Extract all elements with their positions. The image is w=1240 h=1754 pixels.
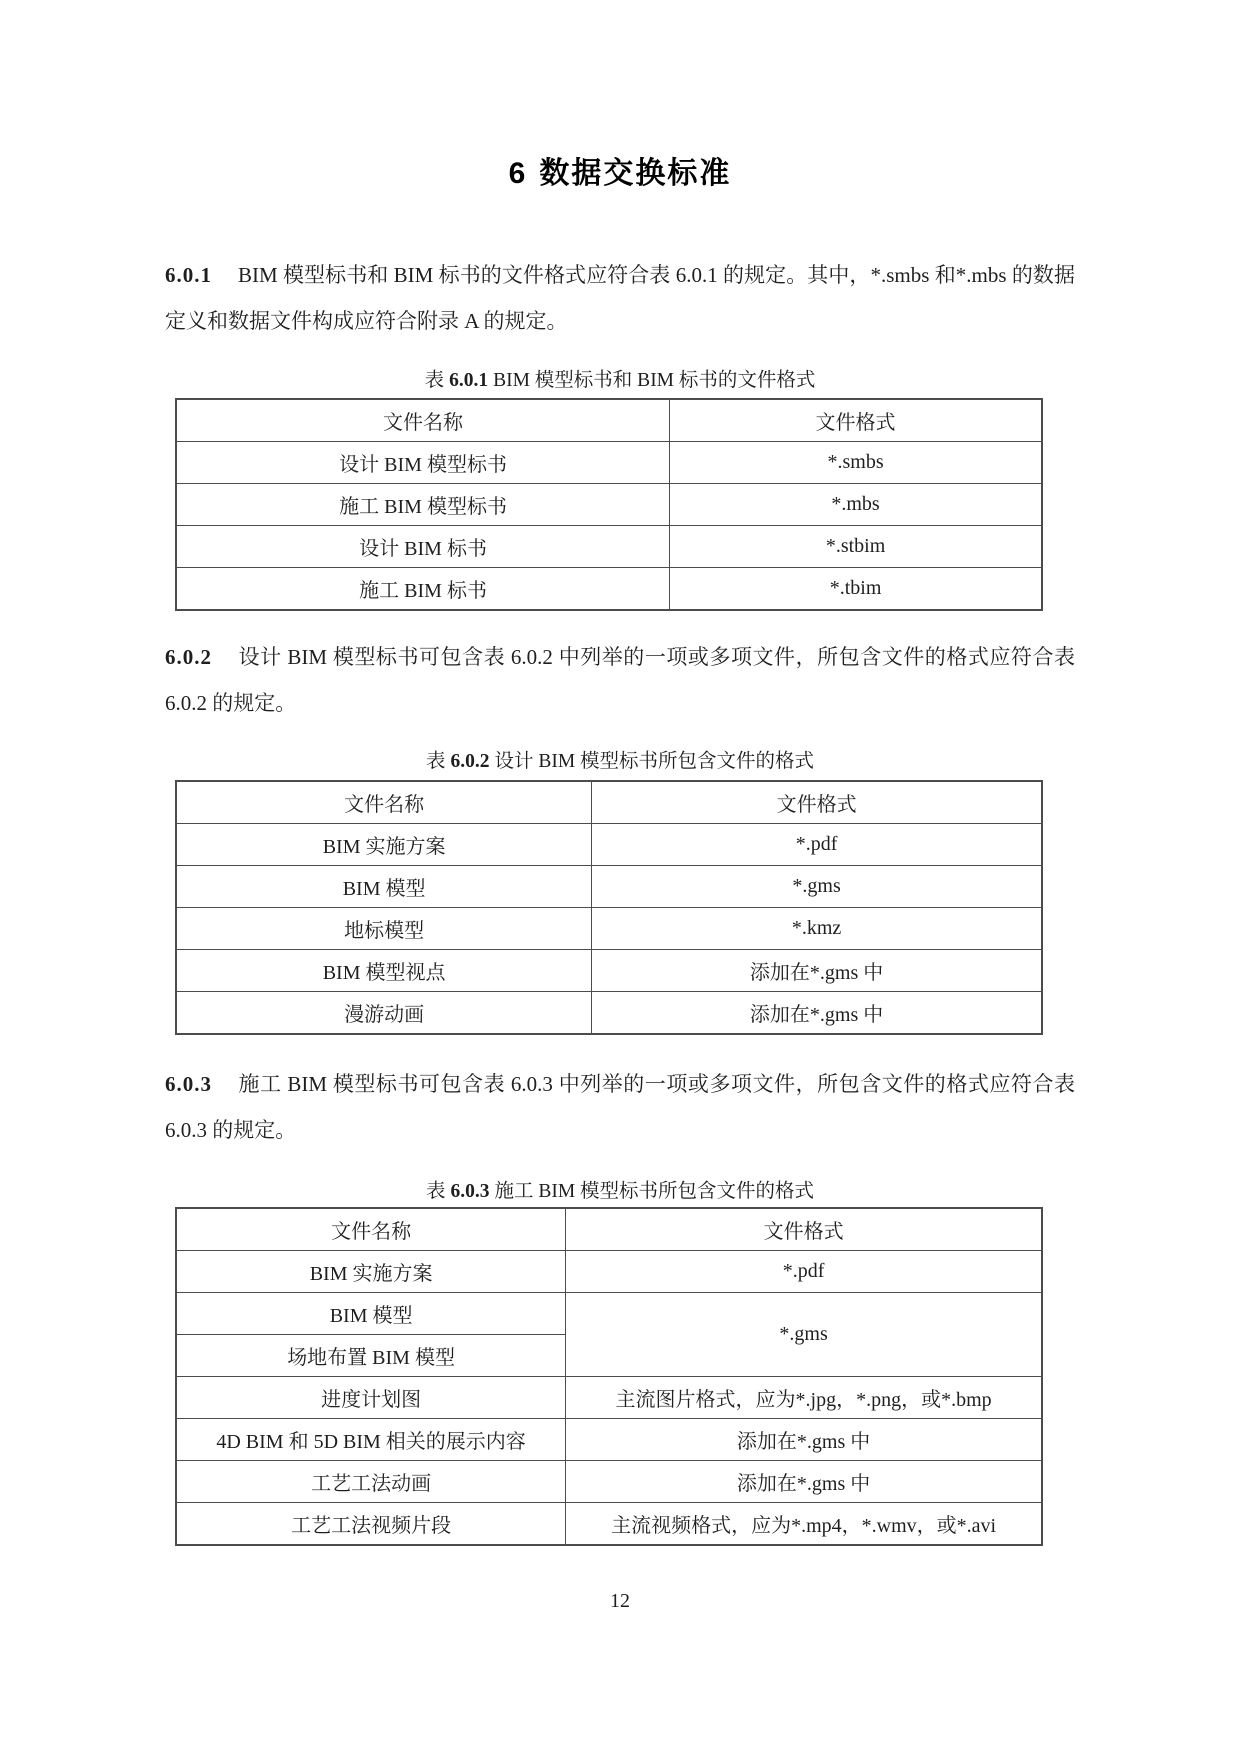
caption-text: 设计 BIM 模型标书所包含文件的格式 <box>494 751 815 772</box>
table-caption-601 <box>165 366 1075 396</box>
caption-prefix: 表 <box>424 370 445 391</box>
clause-number: 6.0.2 <box>165 645 212 669</box>
table-row <box>176 866 1042 908</box>
table-cell: *.gms <box>592 866 1042 908</box>
table-cell: 添加在*.gms 中 <box>566 1461 1042 1503</box>
table-cell: BIM 模型 <box>176 866 592 908</box>
table-cell: 设计 BIM 模型标书 <box>176 442 670 484</box>
clause-paragraph-601 <box>165 252 1075 344</box>
table-row <box>176 992 1042 1035</box>
table-row <box>176 484 1042 526</box>
caption-number: 6.0.2 <box>450 751 490 772</box>
table-row <box>176 1293 1042 1335</box>
table-cell: BIM 实施方案 <box>176 824 592 866</box>
table-cell: *.kmz <box>592 908 1042 950</box>
table-603 <box>175 1207 1043 1546</box>
caption-text: BIM 模型标书和 BIM 标书的文件格式 <box>493 370 816 391</box>
table-cell: 工艺工法视频片段 <box>176 1503 566 1546</box>
table-cell: 设计 BIM 标书 <box>176 526 670 568</box>
clause-text: 施工 BIM 模型标书可包含表 6.0.3 中列举的一项或多项文件，所包含文件的格式应符合表 6.0.3 的规定。 <box>165 1072 1075 1142</box>
table-cell: BIM 实施方案 <box>176 1251 566 1293</box>
table-cell: *.pdf <box>566 1251 1042 1293</box>
table-header-row <box>176 1208 1042 1251</box>
table-header-row <box>176 781 1042 824</box>
clause-number: 6.0.3 <box>165 1072 212 1096</box>
table-cell: *.smbs <box>670 442 1042 484</box>
table-cell-merged: *.gms <box>566 1293 1042 1377</box>
table-cell: 添加在*.gms 中 <box>592 950 1042 992</box>
table-row <box>176 1461 1042 1503</box>
table-cell: 场地布置 BIM 模型 <box>176 1335 566 1377</box>
table-cell: 施工 BIM 标书 <box>176 568 670 611</box>
table-row <box>176 1503 1042 1546</box>
table-cell: 4D BIM 和 5D BIM 相关的展示内容 <box>176 1419 566 1461</box>
clause-paragraph-602 <box>165 634 1075 726</box>
header-cell: 文件名称 <box>176 399 670 442</box>
header-cell: 文件名称 <box>176 1208 566 1251</box>
chapter-title-text: 数据交换标准 <box>539 157 732 190</box>
header-cell: 文件格式 <box>566 1208 1042 1251</box>
clause-text: BIM 模型标书和 BIM 标书的文件格式应符合表 6.0.1 的规定。其中，*.smbs 和*.mbs 的数据定义和数据文件构成应符合附录 A 的规定。 <box>165 263 1075 333</box>
table-row <box>176 1419 1042 1461</box>
table-row <box>176 442 1042 484</box>
header-cell: 文件名称 <box>176 781 592 824</box>
table-cell: 施工 BIM 模型标书 <box>176 484 670 526</box>
table-602 <box>175 780 1043 1035</box>
page-title <box>165 152 1075 196</box>
table-row <box>176 908 1042 950</box>
clause-paragraph-603 <box>165 1061 1075 1153</box>
table-caption-603 <box>165 1177 1075 1207</box>
table-header-row <box>176 399 1042 442</box>
caption-prefix: 表 <box>425 1181 446 1202</box>
table-cell: 主流图片格式，应为*.jpg，*.png，或*.bmp <box>566 1377 1042 1419</box>
table-cell: 主流视频格式，应为*.mp4，*.wmv，或*.avi <box>566 1503 1042 1546</box>
table-cell: 添加在*.gms 中 <box>592 992 1042 1035</box>
table-cell: BIM 模型视点 <box>176 950 592 992</box>
document-page <box>165 0 1075 1546</box>
table-row <box>176 568 1042 611</box>
table-cell: *.stbim <box>670 526 1042 568</box>
table-cell: 地标模型 <box>176 908 592 950</box>
table-cell: *.tbim <box>670 568 1042 611</box>
page-number: 12 <box>610 1590 630 1612</box>
table-cell: 添加在*.gms 中 <box>566 1419 1042 1461</box>
table-row <box>176 824 1042 866</box>
caption-number: 6.0.1 <box>449 370 489 391</box>
chapter-number: 6 <box>508 157 526 190</box>
clause-number: 6.0.1 <box>165 263 212 287</box>
caption-prefix: 表 <box>425 751 446 772</box>
table-cell: BIM 模型 <box>176 1293 566 1335</box>
table-row <box>176 1251 1042 1293</box>
caption-number: 6.0.3 <box>450 1181 490 1202</box>
clause-text: 设计 BIM 模型标书可包含表 6.0.2 中列举的一项或多项文件，所包含文件的格式应符合表 6.0.2 的规定。 <box>165 645 1075 715</box>
table-row <box>176 526 1042 568</box>
table-row <box>176 1377 1042 1419</box>
header-cell: 文件格式 <box>670 399 1042 442</box>
table-cell: 工艺工法动画 <box>176 1461 566 1503</box>
table-cell: 进度计划图 <box>176 1377 566 1419</box>
table-cell: *.mbs <box>670 484 1042 526</box>
table-cell: 漫游动画 <box>176 992 592 1035</box>
table-cell: *.pdf <box>592 824 1042 866</box>
table-row <box>176 950 1042 992</box>
table-caption-602 <box>165 747 1075 777</box>
table-601 <box>175 398 1043 611</box>
header-cell: 文件格式 <box>592 781 1042 824</box>
caption-text: 施工 BIM 模型标书所包含文件的格式 <box>494 1181 815 1202</box>
